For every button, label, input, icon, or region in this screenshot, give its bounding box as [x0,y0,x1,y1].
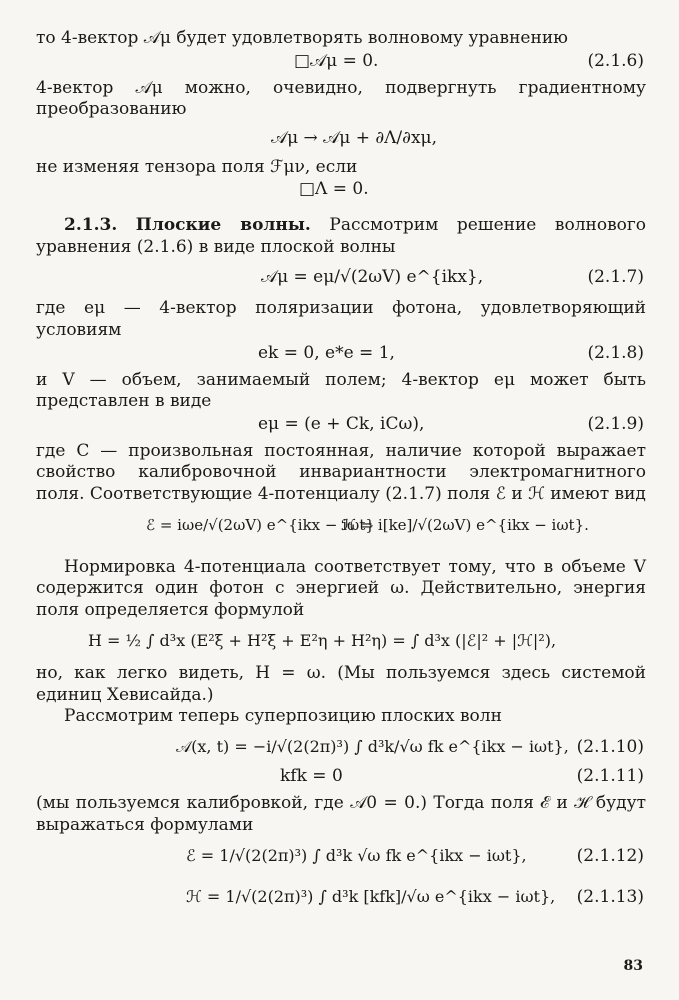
paragraph-7: Нормировка 4-потенциала соответствует тому, что в объеме V содержится один фотон с энергией ω. Действительно, энергия поля определяется формулой [36,556,646,620]
equation-formula: □𝒜μ = 0. [294,50,379,71]
paragraph-10: (мы пользуемся калибровкой, где 𝒜0 = 0.) Тогда поля ℰ и ℋ будут выражаться формулами [36,792,646,835]
equation-number: (2.1.8) [587,342,644,363]
equation-2-1-11 [36,766,646,792]
equation-formula: H = ½ ∫ d³x (E²ξ + H²ξ + E²η + H²η) = ∫ d³x (|ℰ|² + |ℋ|²), [88,631,557,651]
paragraph-2: 4-вектор 𝒜μ можно, очевидно, подвергнуть градиентному преобразованию [36,77,646,120]
paragraph-3: не изменяя тензора поля ℱμν, если [36,156,358,177]
equation-formula: 𝒜(x, t) = −i/√(2(2π)³) ∫ d³k/√ω fk e^{ikx − iωt}, [176,736,569,756]
equation-number: (2.1.9) [587,413,644,434]
equation-2-1-12 [36,837,646,877]
equation-formula: ek = 0, e*e = 1, [258,342,395,363]
equation-number: (2.1.10) [576,736,644,757]
paragraph-5: и V — объем, занимаемый полем; 4-вектор eμ может быть представлен в виде [36,369,646,412]
paragraph-4: где eμ — 4-вектор поляризации фотона, удовлетворяющий условиям [36,298,646,341]
section-text: Рассмотрим решение волнового уравнения (2.1.6) в виде плоской волны [36,215,647,257]
equation-gauge [36,122,646,156]
paragraph-8: но, как легко видеть, H = ω. (Мы пользуемся здесь системой единиц Хевисайда.) [36,663,646,705]
equation-formula: □Λ = 0. [299,179,369,200]
equation-2-1-13 [36,878,646,918]
page-body [36,28,646,919]
equation-box-lambda [36,179,646,205]
equation-number: (2.1.12) [576,846,644,867]
equation-2-1-10 [36,729,646,765]
paragraph-9: Рассмотрим теперь суперпозицию плоских волн [64,706,502,727]
equation-formula: ℰ = 1/√(2(2π)³) ∫ d³k √ω fk e^{ikx − iωt}, [186,846,527,866]
equation-energy [36,622,646,662]
equation-magnetic: ℋ = i[ke]/√(2ωV) e^{ikx − iωt}. [341,515,589,534]
equation-number: (2.1.11) [576,765,644,786]
equation-number: (2.1.6) [587,50,644,71]
page-number: 83 [623,958,643,974]
section-number: 2.1.3. [64,215,118,236]
equation-number: (2.1.7) [587,267,644,288]
paragraph-1: то 4-вектор 𝒜μ будет удовлетворять волновому уравнению [36,28,568,48]
equation-2-1-8 [36,343,646,369]
equation-formula: kfk = 0 [280,765,343,786]
section-2-1-3 [36,215,646,258]
equation-2-1-9 [36,414,646,440]
equation-formula: 𝒜μ = eμ/√(2ωV) e^{ikx}, [261,267,484,288]
section-title: Плоские волны. [135,215,311,236]
equation-formula: eμ = (e + Ck, iCω), [258,413,425,434]
equation-number: (2.1.13) [576,887,644,908]
equation-electric: ℰ = iωe/√(2ωV) e^{ikx − iωt} [146,515,375,534]
equation-fields [36,507,646,547]
equation-formula: 𝒜μ → 𝒜μ + ∂Λ/∂xμ, [271,127,437,148]
paragraph-6: где C — произвольная постоянная, наличие которой выражает свойство калибровочной инвариантности электромагнитного поля. Соответствующие 4-потенциалу (2.1.7) поля ℰ и ℋ имеют вид [36,440,646,504]
equation-formula: ℋ = 1/√(2(2π)³) ∫ d³k [kfk]/√ω e^{ikx − iωt}, [186,887,556,907]
equation-2-1-7 [36,259,646,297]
equation-2-1-6 [36,51,646,77]
